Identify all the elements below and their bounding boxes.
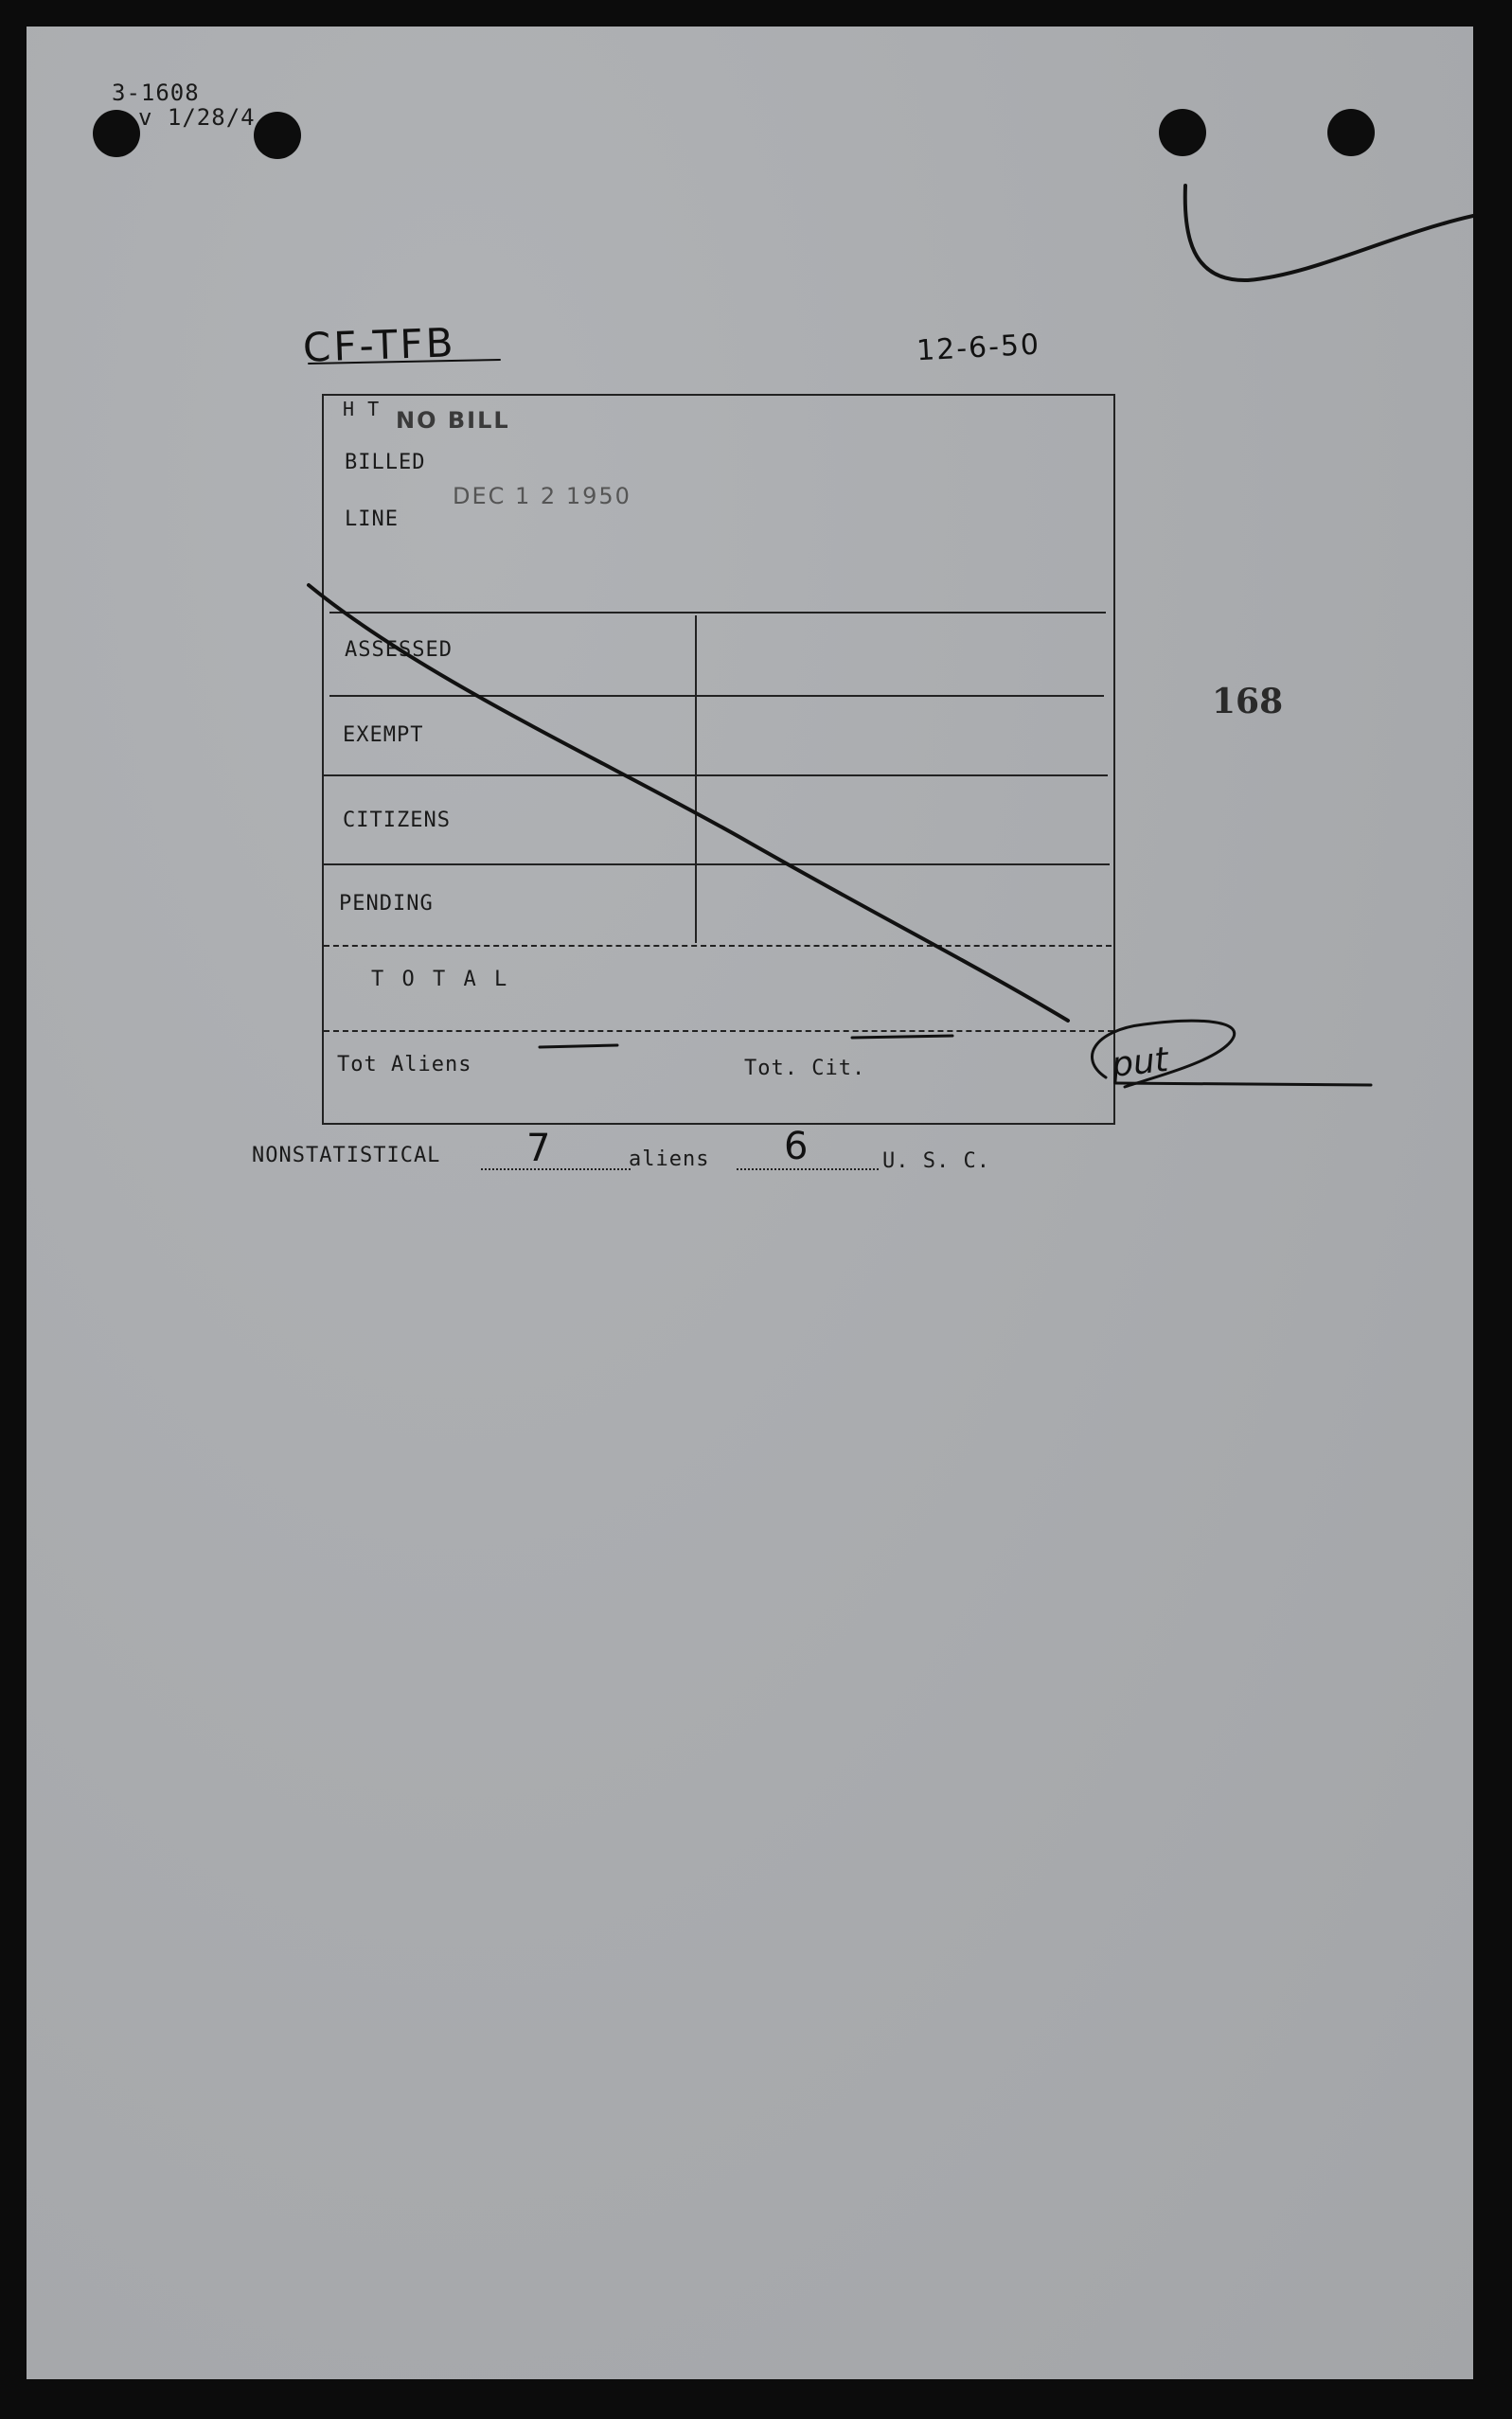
office-code-handwritten: CF-TFB [302, 319, 457, 371]
exempt-label: EXEMPT [343, 723, 424, 747]
usc-label: U. S. C. [882, 1149, 990, 1173]
tot-aliens-dash [540, 1045, 617, 1047]
document-sheet [27, 27, 1473, 2379]
top-right-curve-mark [1185, 186, 1473, 280]
date-stamp: DEC 1 2 1950 [453, 483, 631, 509]
citizens-label: CITIZENS [343, 809, 451, 832]
nonstat-aliens-count: 7 [526, 1127, 551, 1170]
tot-aliens-label: Tot Aliens [337, 1053, 472, 1076]
pen-strokes-overlay [27, 27, 1473, 2379]
initials-loop [1092, 1021, 1234, 1087]
date-handwritten: 12-6-50 [916, 328, 1041, 368]
nonstat-usc-count: 6 [784, 1125, 809, 1168]
form-prefix: H T [343, 398, 381, 420]
pending-label: PENDING [339, 892, 434, 916]
aliens-label: aliens [629, 1147, 710, 1171]
office-code-underline [309, 360, 500, 364]
nonstatistical-label: NONSTATISTICAL [252, 1144, 441, 1167]
initials-handwritten: put [1110, 1040, 1170, 1086]
line-label: LINE [345, 507, 399, 531]
no-bill-stamp: NO BILL [396, 407, 510, 434]
assessed-label: ASSESSED [345, 638, 453, 662]
page-number: 168 [1212, 682, 1284, 721]
initials-underline [1115, 1083, 1371, 1085]
form-number: 3-1608 [112, 80, 200, 106]
form-revision: v 1/28/4 [138, 104, 256, 131]
tot-cit-dash [852, 1036, 952, 1038]
total-label: T O T A L [371, 968, 510, 991]
billed-label: BILLED [345, 451, 426, 474]
tot-cit-label: Tot. Cit. [744, 1057, 866, 1080]
diagonal-strike-line [309, 585, 1068, 1021]
